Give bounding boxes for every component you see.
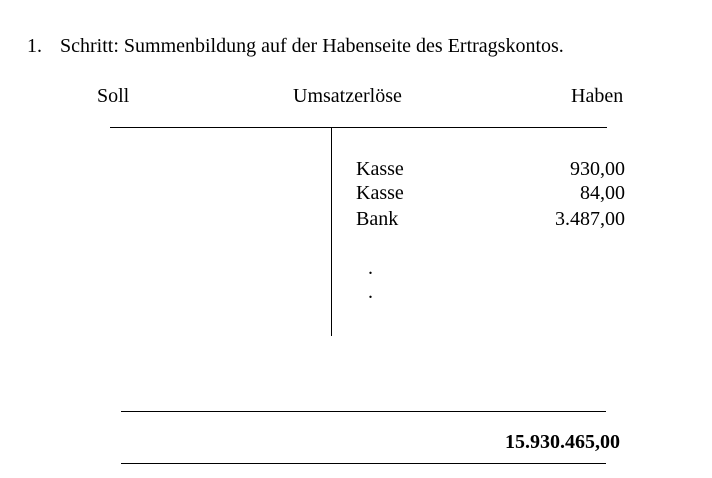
step-heading: Schritt: Summenbildung auf der Habenseite des Ertragskontos.: [60, 35, 564, 57]
debit-side-label: Soll: [97, 85, 130, 107]
sum-top-rule: [121, 411, 606, 412]
t-account-vertical-rule: [331, 128, 332, 336]
t-account-horizontal-rule: [110, 127, 607, 128]
credit-entry-amount: 3.487,00: [555, 208, 625, 230]
account-title: Umsatzerlöse: [293, 85, 402, 107]
credit-entry-amount: 930,00: [570, 158, 625, 180]
continuation-dot: .: [368, 281, 373, 303]
credit-entry-label: Kasse: [356, 158, 404, 180]
credit-entry-label: Kasse: [356, 182, 404, 204]
sum-bottom-rule: [121, 463, 606, 464]
step-number: 1.: [27, 35, 42, 57]
credit-side-label: Haben: [571, 85, 624, 107]
credit-entry-label: Bank: [356, 208, 399, 230]
continuation-dot: .: [368, 257, 373, 279]
credit-entry-amount: 84,00: [580, 182, 625, 204]
sum-value: 15.930.465,00: [505, 431, 620, 453]
